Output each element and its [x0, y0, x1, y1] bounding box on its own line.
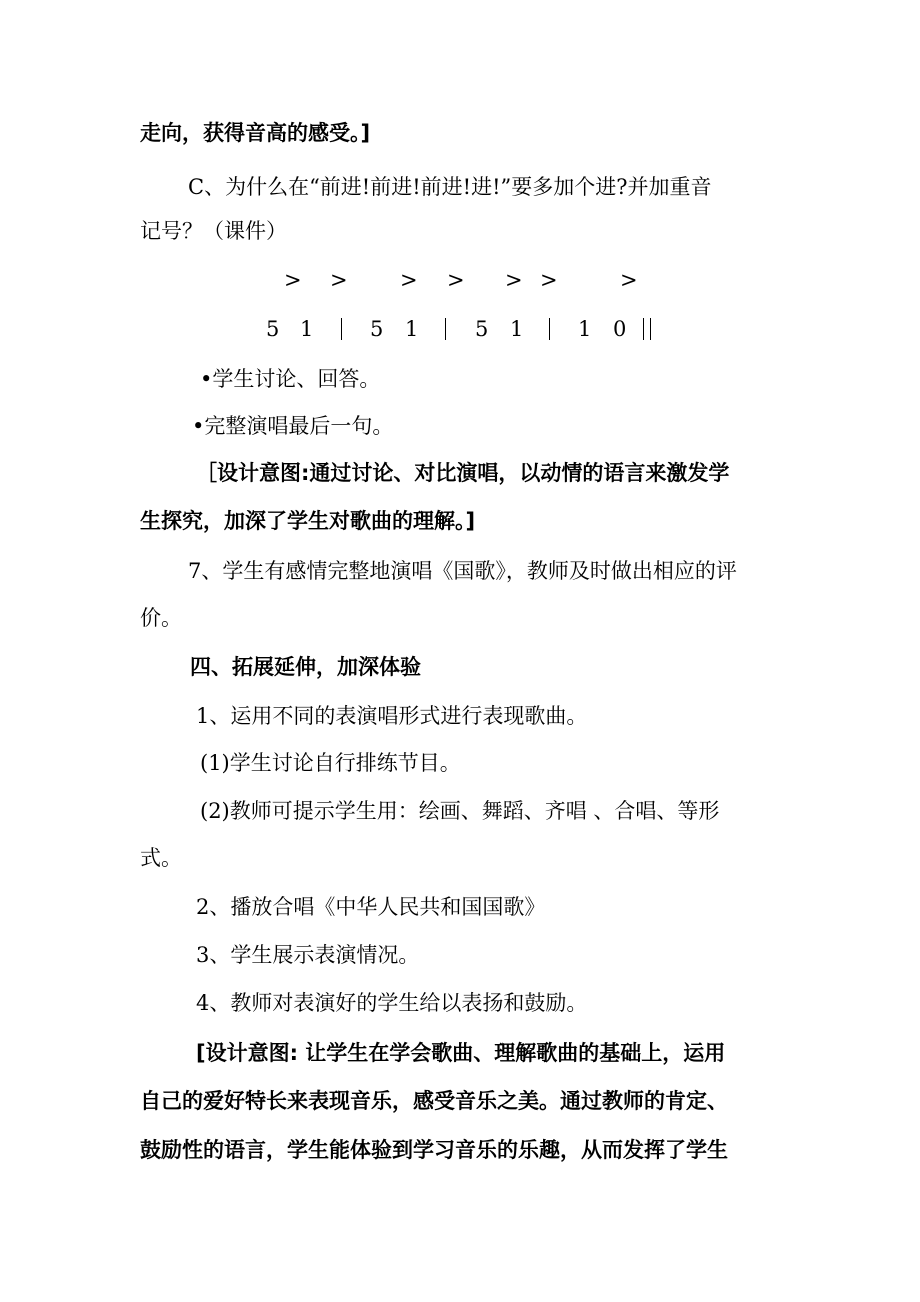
note: 1 [578, 317, 592, 341]
end-bar-line [650, 318, 651, 340]
bullet-item: •完整演唱最后一句。 [192, 414, 394, 438]
list-item: 4、教师对表演好的学生给以表扬和鼓励。 [196, 991, 588, 1015]
accent-mark: > [447, 268, 465, 292]
accent-mark: > [330, 268, 348, 292]
list-item: 3、学生展示表演情况。 [196, 943, 420, 967]
step-line: 价。 [140, 606, 182, 630]
note: 1 [510, 317, 524, 341]
note: 0 [613, 317, 627, 341]
paragraph-line: 走向，获得音高的感受。] [140, 121, 371, 145]
list-item: (1)学生讨论自行排练节目。 [200, 751, 461, 775]
accent-mark: > [505, 268, 523, 292]
bar-line [445, 318, 446, 340]
accent-mark: > [400, 268, 418, 292]
design-intent: 鼓励性的语言，学生能体验到学习音乐的乐趣，从而发挥了学生 [140, 1138, 728, 1162]
note: 1 [405, 317, 419, 341]
question-line: C、为什么在“前进!前进!前进!进!”要多加个进?并加重音 [188, 175, 712, 199]
accent-mark: > [284, 268, 302, 292]
list-item: 1、运用不同的表演唱形式进行表现歌曲。 [196, 704, 588, 728]
note: 1 [300, 317, 314, 341]
note: 5 [475, 317, 489, 341]
section-heading: 四、拓展延伸，加深体验 [190, 655, 421, 679]
note: 5 [266, 317, 280, 341]
list-item: 式。 [140, 846, 182, 870]
design-intent: 生探究，加深了学生对歌曲的理解。] [140, 509, 476, 533]
list-item: (2)教师可提示学生用：绘画、舞蹈、齐唱 、合唱、等形 [200, 799, 720, 823]
question-line: 记号？（课件） [140, 219, 287, 243]
step-line: 7、学生有感情完整地演唱《国歌》，教师及时做出相应的评 [188, 559, 737, 583]
end-bar-line [643, 318, 644, 340]
design-intent: [设计意图: 让学生在学会歌曲、理解歌曲的基础上，运用 [196, 1041, 726, 1065]
design-intent: ［设计意图:通过讨论、对比演唱，以动情的语言来激发学 [196, 461, 730, 485]
bullet-item: •学生讨论、回答。 [200, 367, 381, 391]
list-item: 2、播放合唱《中华人民共和国国歌》 [196, 895, 546, 919]
design-intent: 自己的爱好特长来表现音乐，感受音乐之美。通过教师的肯定、 [140, 1089, 728, 1113]
accent-mark: > [540, 268, 558, 292]
accent-mark: > [620, 268, 638, 292]
bar-line [549, 318, 550, 340]
note: 5 [370, 317, 384, 341]
bar-line [341, 318, 342, 340]
